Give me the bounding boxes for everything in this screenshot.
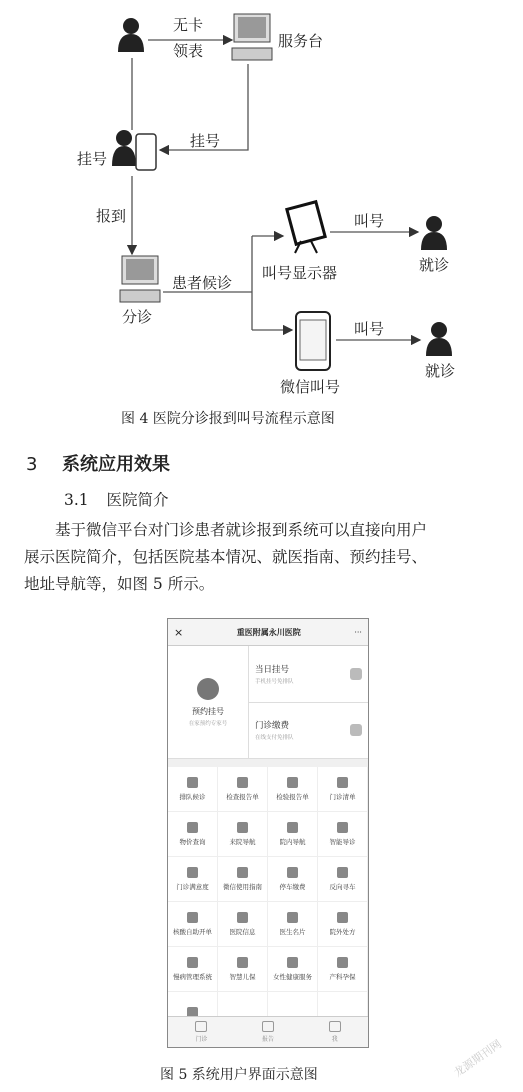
service-label: 医院信息 [229, 928, 256, 936]
appointment-sub: 在家预约专家号 [188, 720, 228, 727]
service-label: 来院导航 [229, 838, 256, 846]
service-grid-item[interactable] [268, 902, 318, 947]
service-icon [287, 822, 298, 833]
label-jiaohao-display: 叫号显示器 [262, 264, 338, 282]
label-wuka: 无卡 [173, 16, 204, 34]
service-label: 院内导航 [279, 838, 306, 846]
service-grid-item[interactable] [318, 902, 368, 947]
service-icon [337, 867, 348, 878]
display-board-icon [287, 202, 325, 253]
service-grid-item[interactable] [318, 857, 368, 902]
service-icon [287, 867, 298, 878]
service-icon [287, 912, 298, 923]
payment-sub: 在线支付免排队 [255, 735, 294, 742]
appointment-title: 预约挂号 [192, 706, 224, 716]
tab-menzhen[interactable] [168, 1017, 235, 1047]
service-grid-item[interactable] [268, 767, 318, 812]
patient-icon [118, 18, 144, 52]
phone-screenshot [167, 618, 369, 1048]
service-icon [337, 822, 348, 833]
subsection-title: 医院简介 [106, 491, 169, 509]
body-paragraph [24, 517, 504, 598]
flow-diagram [0, 0, 523, 405]
service-label: 医生名片 [279, 928, 306, 936]
service-icon [187, 822, 198, 833]
service-grid-item[interactable] [218, 767, 268, 812]
label-fuwutai: 服务台 [278, 32, 324, 50]
service-grid-item[interactable] [218, 857, 268, 902]
payment-title: 门诊缴费 [255, 721, 290, 732]
service-grid-item[interactable] [268, 947, 318, 992]
service-grid-item[interactable] [218, 812, 268, 857]
same-day-title: 当日挂号 [255, 664, 290, 675]
label-baodao: 报到 [96, 207, 127, 225]
service-label: 院外处方 [329, 928, 356, 936]
appointment-card[interactable] [168, 646, 249, 758]
user-icon [329, 1021, 341, 1032]
payment-card[interactable] [249, 702, 368, 759]
label-jiuzhen-1: 就诊 [419, 256, 450, 274]
figure-5-caption: 图 5 系统用户界面示意图 [160, 1067, 318, 1083]
same-day-sub: 手机挂号免排队 [255, 678, 294, 685]
tab-label: 报告 [262, 1036, 275, 1043]
clinic-icon [195, 1021, 207, 1032]
para-line-2: 展示医院简介，包括医院基本情况、就医指南、预约挂号、 [24, 548, 428, 566]
phone-header [168, 619, 368, 646]
section-heading [26, 450, 170, 476]
figure-4-caption: 图 4 医院分诊报到叫号流程示意图 [121, 411, 335, 427]
payment-icon [350, 724, 362, 736]
service-grid-item[interactable] [268, 812, 318, 857]
watermark: 龙源期刊网 [451, 1037, 505, 1080]
report-icon [262, 1021, 274, 1032]
service-icon [337, 912, 348, 923]
calendar-icon [197, 678, 219, 700]
service-grid-item[interactable] [318, 947, 368, 992]
label-lingbiao: 领表 [173, 42, 204, 60]
para-line-3: 地址导航等，如图 5 所示。 [24, 575, 215, 593]
tab-label: 门诊 [195, 1036, 208, 1043]
tab-label: 我 [331, 1036, 338, 1043]
wechat-phone-icon [296, 312, 330, 370]
service-icon [237, 957, 248, 968]
service-grid-item[interactable] [168, 857, 218, 902]
triage-computer-icon [120, 256, 160, 302]
service-icon [187, 867, 198, 878]
service-grid-item[interactable] [218, 947, 268, 992]
section-title: 系统应用效果 [62, 454, 171, 475]
service-label: 排队候诊 [179, 793, 206, 801]
service-label: 检验报告单 [276, 793, 309, 801]
service-label: 物价查询 [179, 838, 206, 846]
service-grid-item[interactable] [318, 812, 368, 857]
label-fenzhen: 分诊 [122, 308, 153, 326]
service-label: 智能导诊 [329, 838, 356, 846]
register-icon [350, 668, 362, 680]
label-jiaohao-2: 叫号 [354, 320, 385, 338]
subsection-heading [64, 488, 169, 510]
service-grid-item[interactable] [168, 812, 218, 857]
service-icon [237, 777, 248, 788]
quick-actions [168, 646, 368, 759]
service-label: 反向寻车 [329, 883, 356, 891]
service-label: 检查报告单 [226, 793, 259, 801]
service-label: 产科孕保 [329, 973, 356, 981]
para-line-1: 基于微信平台对门诊患者就诊报到系统可以直接向用户 [55, 521, 428, 539]
service-label: 微信使用指南 [223, 883, 262, 891]
service-label: 核酸自助开单 [173, 928, 212, 936]
service-icon [287, 957, 298, 968]
label-jiaohao-1: 叫号 [354, 212, 385, 230]
service-icon [237, 867, 248, 878]
patient-icon [421, 216, 447, 250]
service-grid-item[interactable] [168, 947, 218, 992]
tab-me[interactable] [301, 1017, 368, 1047]
service-icon [187, 957, 198, 968]
subsection-number: 3.1 [64, 491, 89, 509]
label-jiuzhen-2: 就诊 [425, 362, 456, 380]
tab-bar [168, 1016, 368, 1047]
service-icon [337, 777, 348, 788]
phone-title: 重医附属永川医院 [236, 627, 301, 637]
label-guahao-arrow: 挂号 [190, 132, 221, 150]
service-label: 门诊清单 [329, 793, 356, 801]
service-grid-item[interactable] [268, 857, 318, 902]
service-grid-item[interactable] [168, 902, 218, 947]
service-label: 智慧儿保 [229, 973, 256, 981]
patient-icon [426, 322, 452, 356]
service-icon [187, 777, 198, 788]
patient-with-phone-icon [112, 130, 156, 170]
service-grid [168, 767, 368, 1037]
label-weixin-jiaohao: 微信叫号 [280, 378, 341, 396]
service-icon [187, 912, 198, 923]
service-icon [237, 912, 248, 923]
service-icon [287, 777, 298, 788]
label-huanzhe-houzhen: 患者候诊 [172, 274, 233, 292]
service-label: 慢病管理系统 [173, 973, 212, 981]
service-label: 女性健康服务 [273, 973, 312, 981]
service-label: 门诊满意度 [176, 883, 209, 891]
service-desk-computer-icon [232, 14, 272, 60]
section-number: 3 [26, 454, 38, 475]
same-day-register-card[interactable] [249, 646, 368, 702]
service-grid-item[interactable] [318, 767, 368, 812]
service-label: 停车缴费 [279, 883, 306, 891]
label-guahao: 挂号 [77, 150, 108, 168]
service-grid-item[interactable] [218, 902, 268, 947]
more-icon[interactable]: ··· [354, 627, 362, 637]
tab-baogao[interactable] [235, 1017, 302, 1047]
service-icon [237, 822, 248, 833]
close-icon[interactable]: × [174, 625, 184, 639]
service-icon [337, 957, 348, 968]
service-grid-item[interactable] [168, 767, 218, 812]
